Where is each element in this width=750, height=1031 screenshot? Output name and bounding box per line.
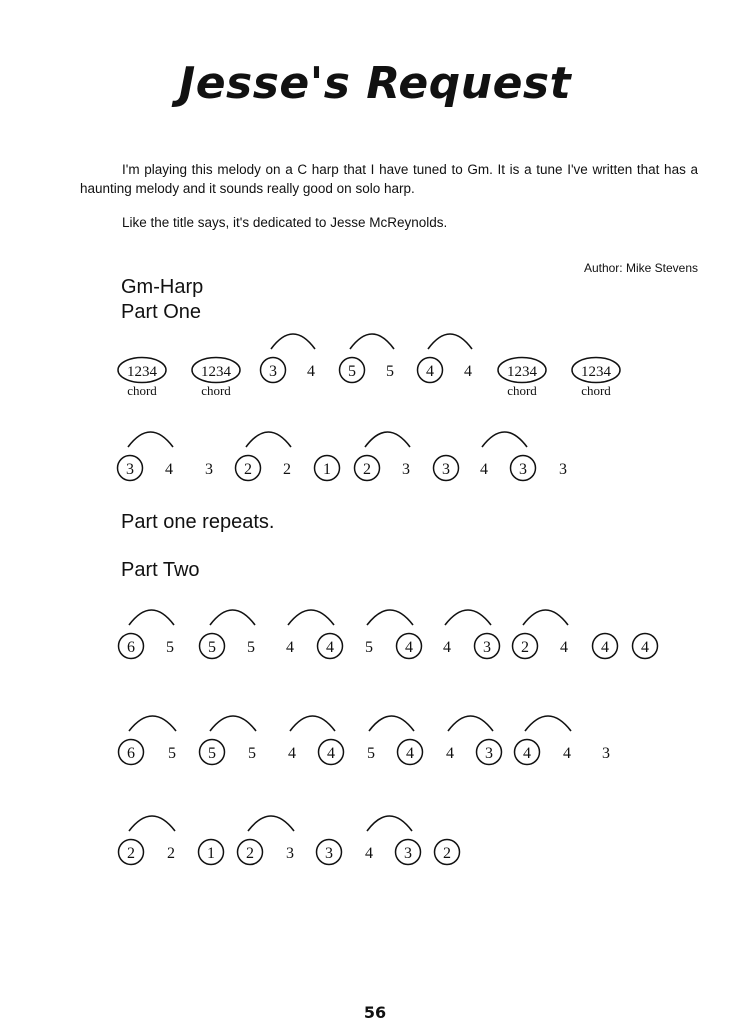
- tab-line: [119, 816, 460, 865]
- slur-arc: [525, 716, 571, 731]
- hole-number: 3: [404, 845, 412, 862]
- chord-label: chord: [201, 383, 231, 398]
- slur-arc: [523, 610, 568, 625]
- page-title: Jesse's Request: [178, 58, 572, 109]
- hole-number: 4: [443, 639, 451, 656]
- slur-arc: [367, 610, 413, 625]
- slur-arc: [271, 334, 315, 349]
- hole-number: 3: [483, 639, 491, 656]
- intro-paragraph: I'm playing this melody on a C harp that I have tuned to Gm. It is a tune I've written that has a haunting melody and it sounds really good on solo harp.: [80, 162, 698, 196]
- hole-number: 1234: [581, 364, 611, 380]
- hole-number: 3: [325, 845, 333, 862]
- hole-number: 6: [127, 745, 135, 762]
- hole-number: 4: [446, 745, 454, 762]
- hole-number: 5: [208, 639, 216, 656]
- part-one-repeats-note: Part one repeats.: [121, 511, 275, 533]
- slur-arc: [288, 610, 334, 625]
- hole-number: 4: [165, 461, 173, 478]
- hole-number: 5: [168, 745, 176, 762]
- hole-number: 1: [323, 461, 331, 478]
- slur-arc: [210, 716, 256, 731]
- tab-line: [119, 716, 611, 765]
- hole-number: 5: [365, 639, 373, 656]
- hole-number: 4: [405, 639, 413, 656]
- hole-number: 4: [288, 745, 296, 762]
- author-credit: Author: Mike Stevens: [583, 261, 698, 275]
- slur-arc: [246, 432, 291, 447]
- hole-number: 3: [205, 461, 213, 478]
- hole-number: 3: [602, 745, 610, 762]
- hole-number: 5: [166, 639, 174, 656]
- slur-arc: [369, 716, 414, 731]
- hole-number: 3: [126, 461, 134, 478]
- slur-arc: [129, 716, 176, 731]
- hole-number: 5: [208, 745, 216, 762]
- hole-number: 4: [563, 745, 571, 762]
- hole-number: 5: [348, 363, 356, 380]
- tab-line: [118, 334, 620, 398]
- slur-arc: [445, 610, 491, 625]
- hole-number: 4: [641, 639, 649, 656]
- slur-arc: [129, 610, 174, 625]
- chord-label: chord: [127, 383, 157, 398]
- hole-number: 4: [307, 363, 315, 380]
- hole-number: 6: [127, 639, 135, 656]
- slur-arc: [129, 816, 175, 831]
- hole-number: 3: [559, 461, 567, 478]
- harp-key-heading: Gm-Harp: [121, 276, 204, 298]
- tab-line: [118, 432, 568, 481]
- hole-number: 3: [402, 461, 410, 478]
- hole-number: 3: [519, 461, 527, 478]
- chord-label: chord: [581, 383, 611, 398]
- hole-number: 2: [127, 845, 135, 862]
- hole-number: 4: [480, 461, 488, 478]
- hole-number: 4: [406, 745, 414, 762]
- hole-number: 4: [286, 639, 294, 656]
- hole-number: 1: [207, 845, 215, 862]
- hole-number: 4: [601, 639, 609, 656]
- hole-number: 2: [363, 461, 371, 478]
- hole-number: 3: [286, 845, 294, 862]
- hole-number: 4: [365, 845, 373, 862]
- hole-number: 3: [269, 363, 277, 380]
- slur-arc: [365, 432, 410, 447]
- hole-number: 3: [485, 745, 493, 762]
- hole-number: 2: [244, 461, 252, 478]
- hole-number: 2: [167, 845, 175, 862]
- slur-arc: [210, 610, 255, 625]
- hole-number: 4: [327, 745, 335, 762]
- hole-number: 5: [248, 745, 256, 762]
- hole-number: 4: [326, 639, 334, 656]
- slur-arc: [290, 716, 335, 731]
- page-number: 56: [363, 1003, 387, 1022]
- hole-number: 1234: [127, 364, 157, 380]
- slur-arc: [128, 432, 173, 447]
- hole-number: 4: [426, 363, 434, 380]
- hole-number: 5: [386, 363, 394, 380]
- hole-number: 2: [283, 461, 291, 478]
- hole-number: 2: [246, 845, 254, 862]
- dedication-paragraph: Like the title says, it's dedicated to Jesse McReynolds.: [122, 215, 448, 230]
- slur-arc: [248, 816, 294, 831]
- slur-arc: [367, 816, 412, 831]
- hole-number: 2: [443, 845, 451, 862]
- hole-number: 1234: [201, 364, 231, 380]
- chord-label: chord: [507, 383, 537, 398]
- part-one-heading: Part One: [121, 301, 202, 323]
- hole-number: 4: [560, 639, 568, 656]
- slur-arc: [350, 334, 394, 349]
- slur-arc: [448, 716, 493, 731]
- hole-number: 5: [367, 745, 375, 762]
- tab-line: [119, 610, 658, 659]
- hole-number: 4: [464, 363, 472, 380]
- hole-number: 4: [523, 745, 531, 762]
- part-two-heading: Part Two: [121, 559, 200, 581]
- slur-arc: [428, 334, 472, 349]
- slur-arc: [482, 432, 527, 447]
- hole-number: 5: [247, 639, 255, 656]
- hole-number: 1234: [507, 364, 537, 380]
- hole-number: 3: [442, 461, 450, 478]
- hole-number: 2: [521, 639, 529, 656]
